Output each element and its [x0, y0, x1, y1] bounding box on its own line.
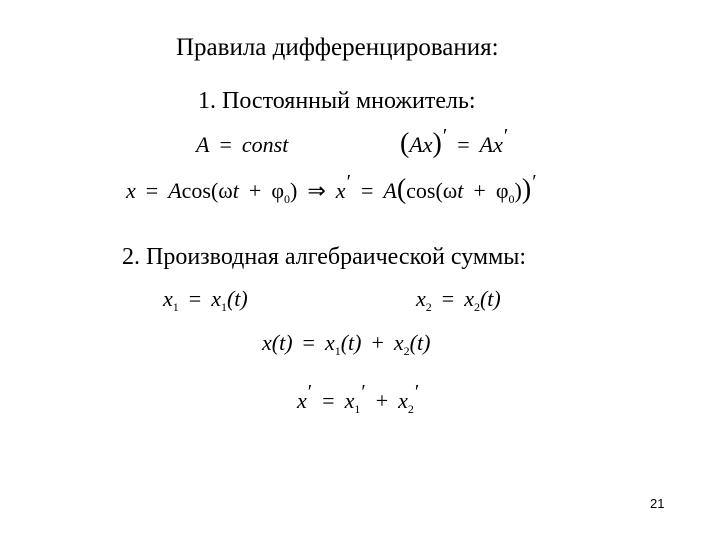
equals-sign: = [188, 286, 202, 311]
subscript-zero: 0 [284, 192, 291, 206]
equals-sign: = [322, 388, 335, 413]
close-paren: ) [432, 128, 442, 159]
symbol-x: x [297, 388, 307, 413]
symbol-x: x [211, 286, 221, 311]
prime-mark: ′ [503, 125, 509, 147]
prime-mark: ′ [532, 171, 537, 193]
symbol-x: x [422, 132, 433, 157]
section-1-heading: 1. Постоянный множитель: [198, 88, 476, 114]
equals-sign: = [360, 178, 374, 203]
equals-sign: = [457, 132, 470, 157]
close-paren: ) [514, 178, 522, 203]
equals-sign: = [219, 132, 232, 157]
formula-constant-rule [400, 125, 509, 160]
formula-sum [262, 330, 430, 356]
formula-x1-definition [163, 286, 248, 312]
symbol-x: x [398, 388, 408, 413]
symbol-phi: φ [271, 178, 285, 203]
plus-sign: + [248, 178, 262, 203]
prime-mark: ′ [442, 125, 448, 147]
argument-t: (t) [340, 330, 362, 355]
symbol-x: x [335, 178, 346, 203]
open-paren: ( [400, 128, 410, 159]
prime-mark: ′ [346, 171, 351, 193]
subscript-two: 2 [407, 402, 414, 416]
subscript-one: 1 [220, 300, 227, 314]
cos-function: cos(ω [181, 178, 233, 203]
open-paren: ( [396, 174, 407, 205]
symbol-x: x [416, 286, 426, 311]
cos-function: cos(ω [406, 178, 458, 203]
argument-t: (t) [271, 330, 293, 355]
symbol-A: A [409, 132, 423, 157]
section-2-heading: 2. Производная алгебраической суммы: [122, 244, 527, 270]
formula-sum-derivative [297, 381, 420, 416]
subscript-one: 1 [334, 344, 341, 358]
subscript-zero: 0 [508, 192, 515, 206]
symbol-phi: φ [495, 178, 509, 203]
symbol-x: x [393, 330, 404, 355]
symbol-A: A [168, 178, 182, 203]
symbol-t: t [232, 178, 239, 203]
symbol-x: x [344, 388, 355, 413]
plus-sign: + [375, 388, 389, 413]
formula-x2-definition [416, 286, 501, 312]
symbol-x: x [262, 330, 272, 355]
page-title: Правила дифференцирования: [176, 34, 499, 61]
prime-mark: ′ [414, 381, 420, 403]
formula-example [126, 171, 537, 206]
symbol-x: x [163, 286, 173, 311]
subscript-one: 1 [172, 300, 179, 314]
formula-constant-definition [196, 132, 288, 158]
symbol-t: t [457, 178, 464, 203]
plus-sign: + [371, 330, 384, 355]
argument-t: (t) [409, 330, 431, 355]
close-paren: ) [290, 178, 298, 203]
prime-mark: ′ [361, 381, 366, 403]
implies-arrow: ⇒ [307, 178, 326, 203]
subscript-two: 2 [473, 300, 480, 314]
equals-sign: = [145, 178, 159, 203]
symbol-A: A [383, 178, 397, 203]
prime-mark: ′ [307, 381, 313, 403]
symbol-x: x [464, 286, 474, 311]
argument-t: (t) [479, 286, 501, 311]
const-word: const [241, 132, 289, 157]
equals-sign: = [302, 330, 315, 355]
rule-rhs: Ax [479, 132, 503, 157]
argument-t: (t) [226, 286, 248, 311]
subscript-two: 2 [425, 300, 432, 314]
page-number: 21 [650, 496, 665, 511]
symbol-A: A [196, 132, 210, 157]
plus-sign: + [473, 178, 486, 203]
close-paren: ) [521, 174, 532, 205]
subscript-one: 1 [354, 402, 361, 416]
symbol-x: x [126, 178, 136, 203]
symbol-x: x [324, 330, 335, 355]
subscript-two: 2 [403, 344, 410, 358]
equals-sign: = [441, 286, 455, 311]
